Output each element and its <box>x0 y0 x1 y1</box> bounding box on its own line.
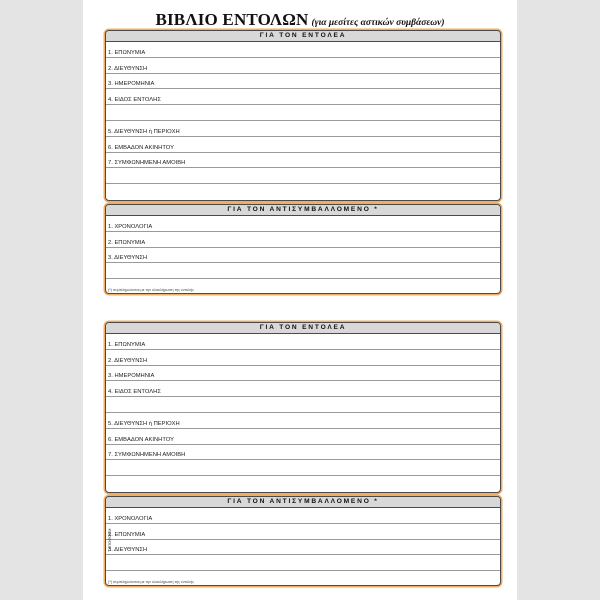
field-row[interactable] <box>106 476 500 492</box>
client-section-2 <box>105 322 501 493</box>
field-row[interactable] <box>106 105 500 121</box>
field-row[interactable] <box>106 397 500 413</box>
title-main: ΒΙΒΛΙΟ ΕΝΤΟΛΩΝ <box>155 10 309 29</box>
field-label: 2. ΔΙΕΥΘΥΝΣΗ <box>108 65 148 72</box>
field-label: 6. ΕΜΒΑΔΟΝ ΑΚΙΝΗΤΟΥ <box>108 436 174 443</box>
field-label: 3. ΔΙΕΥΘΥΝΣΗ <box>108 547 148 554</box>
publisher-code: ΤΥΠΟΦΟΡΜ <box>107 528 112 552</box>
field-row[interactable] <box>106 366 500 382</box>
client-section-1 <box>105 30 501 201</box>
footnote-row <box>106 279 500 293</box>
field-row[interactable] <box>106 540 500 556</box>
field-row[interactable] <box>106 232 500 248</box>
footnote-row <box>106 571 500 585</box>
field-row[interactable] <box>106 137 500 153</box>
field-row[interactable] <box>106 42 500 58</box>
field-label: 3. ΗΜΕΡΟΜΗΝΙΑ <box>108 81 155 88</box>
field-row[interactable] <box>106 508 500 524</box>
field-row[interactable] <box>106 555 500 571</box>
form-sheet <box>83 0 517 600</box>
client-heading-1: ΓΙΑ ΤΟΝ ΕΝΤΟΛΕΑ <box>106 31 500 42</box>
field-row[interactable] <box>106 89 500 105</box>
field-row[interactable] <box>106 381 500 397</box>
field-label: 3. ΔΙΕΥΘΥΝΣΗ <box>108 255 148 262</box>
field-row[interactable] <box>106 334 500 350</box>
field-label: 4. ΕΙΔΟΣ ΕΝΤΟΛΗΣ <box>108 97 161 104</box>
counterparty-section-2 <box>105 496 501 586</box>
footnote: (*) συμπληρώνεται με την ολοκλήρωση της εντολής <box>108 288 195 293</box>
field-label: 1. ΕΠΩΝΥΜΙΑ <box>108 341 146 348</box>
field-label: 2. ΔΙΕΥΘΥΝΣΗ <box>108 357 148 364</box>
field-row[interactable] <box>106 58 500 74</box>
field-label: 2. ΕΠΩΝΥΜΙΑ <box>108 531 146 538</box>
field-label: 1. ΧΡΟΝΟΛΟΓΙΑ <box>108 515 153 522</box>
field-row[interactable] <box>106 248 500 264</box>
field-row[interactable] <box>106 350 500 366</box>
field-label: 7. ΣΥΜΦΩΝΗΜΕΝΗ ΑΜΟΙΒΗ <box>108 160 186 167</box>
counterparty-heading-2: ΓΙΑ ΤΟΝ ΑΝΤΙΣΥΜΒΑΛΛΟΜΕΝΟ * <box>106 497 500 508</box>
field-label: 2. ΕΠΩΝΥΜΙΑ <box>108 239 146 246</box>
field-label: 5. ΔΙΕΥΘΥΝΣΗ ή ΠΕΡΙΟΧΗ <box>108 128 180 135</box>
field-row[interactable] <box>106 524 500 540</box>
field-label: 6. ΕΜΒΑΔΟΝ ΑΚΙΝΗΤΟΥ <box>108 144 174 151</box>
counterparty-section-1 <box>105 204 501 294</box>
field-row[interactable] <box>106 74 500 90</box>
field-label: 1. ΧΡΟΝΟΛΟΓΙΑ <box>108 223 153 230</box>
field-row[interactable] <box>106 460 500 476</box>
counterparty-heading-1: ΓΙΑ ΤΟΝ ΑΝΤΙΣΥΜΒΑΛΛΟΜΕΝΟ * <box>106 205 500 216</box>
field-row[interactable] <box>106 216 500 232</box>
field-row[interactable] <box>106 184 500 200</box>
field-label: 1. ΕΠΩΝΥΜΙΑ <box>108 49 146 56</box>
title-subtitle: (για μεσίτες αστικών συμβάσεων) <box>311 18 445 28</box>
field-row[interactable] <box>106 168 500 184</box>
client-heading-2: ΓΙΑ ΤΟΝ ΕΝΤΟΛΕΑ <box>106 323 500 334</box>
page-title <box>83 10 517 30</box>
field-row[interactable] <box>106 429 500 445</box>
field-row[interactable] <box>106 413 500 429</box>
footnote: (*) συμπληρώνεται με την ολοκλήρωση της εντολής <box>108 580 195 585</box>
field-row[interactable] <box>106 121 500 137</box>
field-label: 3. ΗΜΕΡΟΜΗΝΙΑ <box>108 373 155 380</box>
field-row[interactable] <box>106 263 500 279</box>
field-row[interactable] <box>106 153 500 169</box>
field-label: 5. ΔΙΕΥΘΥΝΣΗ ή ΠΕΡΙΟΧΗ <box>108 420 180 427</box>
field-label: 4. ΕΙΔΟΣ ΕΝΤΟΛΗΣ <box>108 389 161 396</box>
field-row[interactable] <box>106 445 500 461</box>
field-label: 7. ΣΥΜΦΩΝΗΜΕΝΗ ΑΜΟΙΒΗ <box>108 452 186 459</box>
